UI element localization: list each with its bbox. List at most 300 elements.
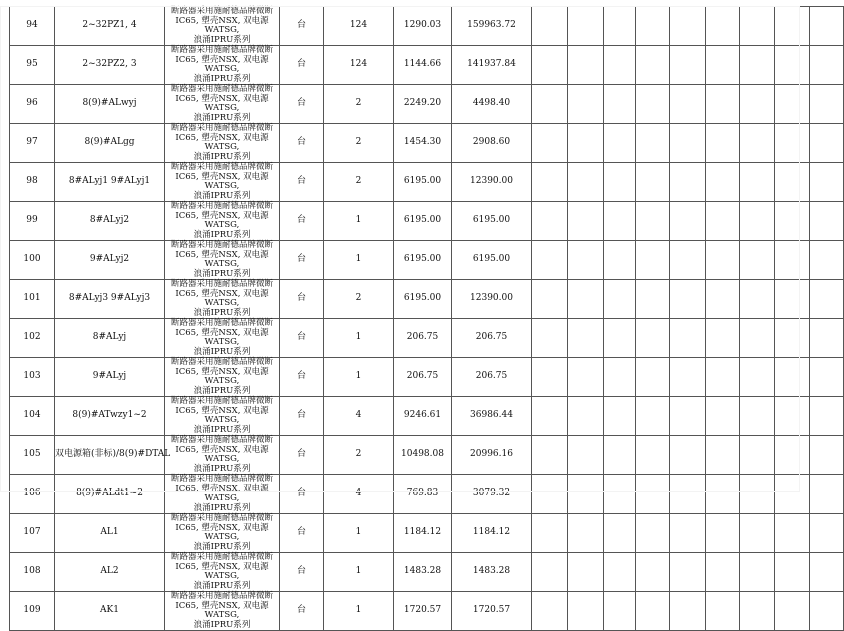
unit-price-cell: 206.75 bbox=[394, 358, 452, 397]
unit-price-cell: 1454.30 bbox=[394, 124, 452, 163]
description-line: 浪涌IPRU系列 bbox=[193, 151, 251, 162]
description-line: IC65, 塑壳NSX, 双电源WATSG, bbox=[175, 405, 269, 425]
unit-price-cell: 6195.00 bbox=[394, 280, 452, 319]
row-number-cell: 103 bbox=[10, 358, 55, 397]
description-line: 浪涌IPRU系列 bbox=[193, 307, 251, 318]
unit-cell: 台 bbox=[280, 124, 324, 163]
item-name-cell: 8#ALyj2 bbox=[55, 202, 165, 241]
description-line: 断路器采用施耐德品牌微断 bbox=[170, 240, 273, 250]
empty-cell bbox=[740, 397, 775, 436]
unit-cell: 台 bbox=[280, 514, 324, 553]
empty-cell bbox=[670, 475, 706, 514]
empty-cell bbox=[604, 46, 636, 85]
empty-cell bbox=[740, 358, 775, 397]
item-description-cell bbox=[165, 436, 280, 475]
empty-cell bbox=[775, 46, 810, 85]
empty-cell bbox=[532, 163, 568, 202]
empty-cell bbox=[706, 397, 740, 436]
empty-cell bbox=[568, 241, 604, 280]
row-number-cell: 104 bbox=[10, 397, 55, 436]
description-line: 断路器采用施耐德品牌微断 bbox=[170, 318, 273, 328]
empty-cell bbox=[532, 202, 568, 241]
empty-cell bbox=[810, 475, 844, 514]
unit-price-cell: 1483.28 bbox=[394, 553, 452, 592]
empty-cell bbox=[740, 514, 775, 553]
empty-cell bbox=[740, 85, 775, 124]
quantity-cell: 2 bbox=[324, 163, 394, 202]
unit-cell: 台 bbox=[280, 7, 324, 46]
item-description-cell bbox=[165, 397, 280, 436]
empty-cell bbox=[568, 280, 604, 319]
empty-cell bbox=[740, 475, 775, 514]
quantity-cell: 1 bbox=[324, 202, 394, 241]
empty-cell bbox=[740, 163, 775, 202]
quantity-cell: 4 bbox=[324, 475, 394, 514]
empty-cell bbox=[775, 475, 810, 514]
description-line: IC65, 塑壳NSX, 双电源WATSG, bbox=[175, 15, 269, 35]
description-line: IC65, 塑壳NSX, 双电源WATSG, bbox=[175, 522, 269, 542]
unit-cell: 台 bbox=[280, 592, 324, 631]
description-line: IC65, 塑壳NSX, 双电源WATSG, bbox=[175, 288, 269, 308]
description-line: 断路器采用施耐德品牌微断 bbox=[170, 591, 273, 601]
empty-cell bbox=[568, 397, 604, 436]
empty-cell bbox=[636, 163, 670, 202]
item-description-cell bbox=[165, 241, 280, 280]
empty-cell bbox=[775, 592, 810, 631]
description-line: 断路器采用施耐德品牌微断 bbox=[170, 84, 273, 94]
description-line: 浪涌IPRU系列 bbox=[193, 229, 251, 240]
empty-cell bbox=[706, 7, 740, 46]
description-line: 浪涌IPRU系列 bbox=[193, 463, 251, 474]
description-line: 浪涌IPRU系列 bbox=[193, 34, 251, 45]
empty-cell bbox=[670, 202, 706, 241]
unit-price-cell: 10498.08 bbox=[394, 436, 452, 475]
empty-cell bbox=[706, 514, 740, 553]
empty-cell bbox=[568, 514, 604, 553]
empty-cell bbox=[568, 85, 604, 124]
item-name-cell: AL1 bbox=[55, 514, 165, 553]
empty-cell bbox=[670, 358, 706, 397]
unit-price-cell: 1720.57 bbox=[394, 592, 452, 631]
empty-cell bbox=[568, 358, 604, 397]
item-name-cell: AL2 bbox=[55, 553, 165, 592]
row-number-cell: 96 bbox=[10, 85, 55, 124]
empty-cell bbox=[706, 46, 740, 85]
empty-cell bbox=[810, 592, 844, 631]
total-price-cell: 12390.00 bbox=[452, 280, 532, 319]
empty-cell bbox=[670, 319, 706, 358]
unit-cell: 台 bbox=[280, 358, 324, 397]
empty-cell bbox=[568, 592, 604, 631]
empty-cell bbox=[775, 280, 810, 319]
item-description-cell bbox=[165, 7, 280, 46]
table-row bbox=[10, 436, 844, 475]
empty-cell bbox=[810, 7, 844, 46]
item-name-cell: 8(9)#ATwzy1~2 bbox=[55, 397, 165, 436]
quantity-cell: 124 bbox=[324, 7, 394, 46]
empty-cell bbox=[810, 397, 844, 436]
empty-cell bbox=[636, 514, 670, 553]
row-number-cell: 95 bbox=[10, 46, 55, 85]
item-description-cell bbox=[165, 319, 280, 358]
table-row bbox=[10, 7, 844, 46]
item-description-cell bbox=[165, 202, 280, 241]
item-name-cell: 8(9)#ALwyj bbox=[55, 85, 165, 124]
table-row bbox=[10, 124, 844, 163]
empty-cell bbox=[775, 553, 810, 592]
row-number-cell: 107 bbox=[10, 514, 55, 553]
unit-price-cell: 6195.00 bbox=[394, 202, 452, 241]
description-line: 浪涌IPRU系列 bbox=[193, 112, 251, 123]
description-line: IC65, 塑壳NSX, 双电源WATSG, bbox=[175, 561, 269, 581]
description-line: 浪涌IPRU系列 bbox=[193, 385, 251, 396]
empty-cell bbox=[636, 397, 670, 436]
empty-cell bbox=[810, 163, 844, 202]
empty-cell bbox=[636, 85, 670, 124]
unit-price-cell: 6195.00 bbox=[394, 241, 452, 280]
quantity-cell: 2 bbox=[324, 280, 394, 319]
empty-cell bbox=[670, 163, 706, 202]
description-line: 浪涌IPRU系列 bbox=[193, 268, 251, 279]
empty-cell bbox=[568, 124, 604, 163]
empty-cell bbox=[810, 85, 844, 124]
empty-cell bbox=[740, 202, 775, 241]
total-price-cell: 141937.84 bbox=[452, 46, 532, 85]
table-row bbox=[10, 202, 844, 241]
empty-cell bbox=[810, 46, 844, 85]
empty-cell bbox=[532, 553, 568, 592]
empty-cell bbox=[706, 280, 740, 319]
empty-cell bbox=[604, 475, 636, 514]
empty-cell bbox=[532, 7, 568, 46]
empty-cell bbox=[810, 124, 844, 163]
description-line: 断路器采用施耐德品牌微断 bbox=[170, 435, 273, 445]
row-number-cell: 100 bbox=[10, 241, 55, 280]
empty-cell bbox=[810, 241, 844, 280]
quantity-cell: 2 bbox=[324, 124, 394, 163]
table-row bbox=[10, 553, 844, 592]
empty-cell bbox=[810, 280, 844, 319]
table-row bbox=[10, 397, 844, 436]
row-number-cell: 94 bbox=[10, 7, 55, 46]
total-price-cell: 6195.00 bbox=[452, 241, 532, 280]
empty-cell bbox=[670, 124, 706, 163]
item-description-cell bbox=[165, 514, 280, 553]
empty-cell bbox=[568, 202, 604, 241]
unit-cell: 台 bbox=[280, 202, 324, 241]
empty-cell bbox=[706, 436, 740, 475]
total-price-cell: 1720.57 bbox=[452, 592, 532, 631]
empty-cell bbox=[636, 124, 670, 163]
table-row bbox=[10, 280, 844, 319]
quantity-cell: 4 bbox=[324, 397, 394, 436]
description-line: 断路器采用施耐德品牌微断 bbox=[170, 45, 273, 55]
total-price-cell: 1483.28 bbox=[452, 553, 532, 592]
item-name-cell: 9#ALyj2 bbox=[55, 241, 165, 280]
item-description-cell bbox=[165, 475, 280, 514]
table-row bbox=[10, 46, 844, 85]
item-description-cell bbox=[165, 553, 280, 592]
empty-cell bbox=[706, 553, 740, 592]
empty-cell bbox=[636, 46, 670, 85]
total-price-cell: 3079.32 bbox=[452, 475, 532, 514]
description-line: 断路器采用施耐德品牌微断 bbox=[170, 6, 273, 16]
empty-cell bbox=[604, 514, 636, 553]
empty-cell bbox=[604, 163, 636, 202]
empty-cell bbox=[670, 514, 706, 553]
table-row bbox=[10, 592, 844, 631]
item-description-cell bbox=[165, 280, 280, 319]
empty-cell bbox=[532, 46, 568, 85]
unit-cell: 台 bbox=[280, 397, 324, 436]
description-line: IC65, 塑壳NSX, 双电源WATSG, bbox=[175, 132, 269, 152]
description-line: IC65, 塑壳NSX, 双电源WATSG, bbox=[175, 171, 269, 191]
table-row bbox=[10, 358, 844, 397]
total-price-cell: 1184.12 bbox=[452, 514, 532, 553]
empty-cell bbox=[604, 397, 636, 436]
row-number-cell: 109 bbox=[10, 592, 55, 631]
empty-cell bbox=[775, 514, 810, 553]
description-line: 断路器采用施耐德品牌微断 bbox=[170, 513, 273, 523]
empty-cell bbox=[706, 202, 740, 241]
description-line: 浪涌IPRU系列 bbox=[193, 190, 251, 201]
empty-cell bbox=[604, 280, 636, 319]
quantity-cell: 2 bbox=[324, 436, 394, 475]
total-price-cell: 4498.40 bbox=[452, 85, 532, 124]
empty-cell bbox=[604, 319, 636, 358]
description-line: 断路器采用施耐德品牌微断 bbox=[170, 162, 273, 172]
empty-cell bbox=[740, 7, 775, 46]
total-price-cell: 206.75 bbox=[452, 319, 532, 358]
empty-cell bbox=[532, 358, 568, 397]
unit-cell: 台 bbox=[280, 241, 324, 280]
empty-cell bbox=[775, 241, 810, 280]
empty-cell bbox=[810, 358, 844, 397]
table-row bbox=[10, 475, 844, 514]
row-number-cell: 98 bbox=[10, 163, 55, 202]
description-line: 浪涌IPRU系列 bbox=[193, 424, 251, 435]
empty-cell bbox=[604, 241, 636, 280]
item-name-cell: AK1 bbox=[55, 592, 165, 631]
empty-cell bbox=[532, 319, 568, 358]
empty-cell bbox=[604, 202, 636, 241]
item-name-cell: 双电源箱(非标)/8(9)#DTAL bbox=[55, 436, 165, 475]
unit-price-cell: 9246.61 bbox=[394, 397, 452, 436]
empty-cell bbox=[740, 46, 775, 85]
empty-cell bbox=[740, 319, 775, 358]
empty-cell bbox=[670, 46, 706, 85]
total-price-cell: 12390.00 bbox=[452, 163, 532, 202]
empty-cell bbox=[568, 475, 604, 514]
empty-cell bbox=[670, 436, 706, 475]
empty-cell bbox=[604, 85, 636, 124]
total-price-cell: 20996.16 bbox=[452, 436, 532, 475]
quantity-cell: 1 bbox=[324, 514, 394, 553]
description-line: IC65, 塑壳NSX, 双电源WATSG, bbox=[175, 483, 269, 503]
item-description-cell bbox=[165, 85, 280, 124]
total-price-cell: 6195.00 bbox=[452, 202, 532, 241]
quantity-cell: 124 bbox=[324, 46, 394, 85]
empty-cell bbox=[532, 397, 568, 436]
description-line: 断路器采用施耐德品牌微断 bbox=[170, 396, 273, 406]
empty-cell bbox=[532, 280, 568, 319]
description-line: IC65, 塑壳NSX, 双电源WATSG, bbox=[175, 600, 269, 620]
item-name-cell: 8#ALyj1 9#ALyj1 bbox=[55, 163, 165, 202]
description-line: 浪涌IPRU系列 bbox=[193, 73, 251, 84]
empty-cell bbox=[670, 85, 706, 124]
empty-cell bbox=[706, 358, 740, 397]
empty-cell bbox=[706, 241, 740, 280]
row-number-cell: 101 bbox=[10, 280, 55, 319]
item-name-cell: 2~32PZ1, 4 bbox=[55, 7, 165, 46]
description-line: IC65, 塑壳NSX, 双电源WATSG, bbox=[175, 93, 269, 113]
empty-cell bbox=[568, 319, 604, 358]
empty-cell bbox=[810, 319, 844, 358]
empty-cell bbox=[532, 514, 568, 553]
description-line: 浪涌IPRU系列 bbox=[193, 580, 251, 591]
unit-cell: 台 bbox=[280, 85, 324, 124]
empty-cell bbox=[706, 85, 740, 124]
row-number-cell: 102 bbox=[10, 319, 55, 358]
table-row bbox=[10, 241, 844, 280]
row-number-cell: 97 bbox=[10, 124, 55, 163]
total-price-cell: 159963.72 bbox=[452, 7, 532, 46]
empty-cell bbox=[636, 592, 670, 631]
row-number-cell: 108 bbox=[10, 553, 55, 592]
empty-cell bbox=[706, 319, 740, 358]
empty-cell bbox=[636, 202, 670, 241]
empty-cell bbox=[636, 7, 670, 46]
table-row bbox=[10, 85, 844, 124]
empty-cell bbox=[670, 397, 706, 436]
empty-cell bbox=[706, 124, 740, 163]
empty-cell bbox=[775, 319, 810, 358]
empty-cell bbox=[810, 436, 844, 475]
empty-cell bbox=[636, 358, 670, 397]
description-line: IC65, 塑壳NSX, 双电源WATSG, bbox=[175, 444, 269, 464]
empty-cell bbox=[604, 358, 636, 397]
empty-cell bbox=[706, 475, 740, 514]
bill-of-quantities-table bbox=[9, 6, 844, 631]
empty-cell bbox=[775, 7, 810, 46]
unit-price-cell: 1144.66 bbox=[394, 46, 452, 85]
item-name-cell: 9#ALyj bbox=[55, 358, 165, 397]
row-number-cell: 99 bbox=[10, 202, 55, 241]
description-line: 浪涌IPRU系列 bbox=[193, 619, 251, 630]
item-name-cell: 2~32PZ2, 3 bbox=[55, 46, 165, 85]
unit-cell: 台 bbox=[280, 475, 324, 514]
empty-cell bbox=[740, 553, 775, 592]
empty-cell bbox=[810, 514, 844, 553]
description-line: 断路器采用施耐德品牌微断 bbox=[170, 201, 273, 211]
item-description-cell bbox=[165, 592, 280, 631]
description-line: 断路器采用施耐德品牌微断 bbox=[170, 357, 273, 367]
empty-cell bbox=[568, 46, 604, 85]
empty-cell bbox=[775, 358, 810, 397]
empty-cell bbox=[636, 553, 670, 592]
empty-cell bbox=[532, 124, 568, 163]
empty-cell bbox=[532, 85, 568, 124]
empty-cell bbox=[706, 163, 740, 202]
scanned-table-page bbox=[0, 6, 800, 630]
empty-cell bbox=[740, 592, 775, 631]
unit-cell: 台 bbox=[280, 553, 324, 592]
table-row bbox=[10, 514, 844, 553]
empty-cell bbox=[706, 592, 740, 631]
empty-cell bbox=[670, 553, 706, 592]
empty-cell bbox=[740, 124, 775, 163]
quantity-cell: 1 bbox=[324, 241, 394, 280]
empty-cell bbox=[670, 592, 706, 631]
empty-cell bbox=[636, 319, 670, 358]
unit-cell: 台 bbox=[280, 436, 324, 475]
empty-cell bbox=[568, 163, 604, 202]
empty-cell bbox=[604, 436, 636, 475]
empty-cell bbox=[775, 202, 810, 241]
description-line: 浪涌IPRU系列 bbox=[193, 502, 251, 513]
description-line: 断路器采用施耐德品牌微断 bbox=[170, 123, 273, 133]
description-line: IC65, 塑壳NSX, 双电源WATSG, bbox=[175, 210, 269, 230]
unit-price-cell: 206.75 bbox=[394, 319, 452, 358]
unit-price-cell: 2249.20 bbox=[394, 85, 452, 124]
quantity-cell: 1 bbox=[324, 319, 394, 358]
table-body bbox=[10, 7, 844, 631]
description-line: IC65, 塑壳NSX, 双电源WATSG, bbox=[175, 54, 269, 74]
description-line: 浪涌IPRU系列 bbox=[193, 346, 251, 357]
table-row bbox=[10, 163, 844, 202]
empty-cell bbox=[670, 280, 706, 319]
description-line: 断路器采用施耐德品牌微断 bbox=[170, 279, 273, 289]
empty-cell bbox=[568, 7, 604, 46]
description-line: IC65, 塑壳NSX, 双电源WATSG, bbox=[175, 327, 269, 347]
empty-cell bbox=[740, 436, 775, 475]
quantity-cell: 1 bbox=[324, 358, 394, 397]
empty-cell bbox=[604, 124, 636, 163]
item-name-cell: 8#ALyj3 9#ALyj3 bbox=[55, 280, 165, 319]
total-price-cell: 206.75 bbox=[452, 358, 532, 397]
unit-cell: 台 bbox=[280, 280, 324, 319]
empty-cell bbox=[636, 436, 670, 475]
empty-cell bbox=[670, 241, 706, 280]
empty-cell bbox=[810, 202, 844, 241]
unit-price-cell: 6195.00 bbox=[394, 163, 452, 202]
empty-cell bbox=[532, 436, 568, 475]
quantity-cell: 1 bbox=[324, 553, 394, 592]
empty-cell bbox=[636, 475, 670, 514]
item-description-cell bbox=[165, 46, 280, 85]
item-name-cell: 8(9)#ALdt1~2 bbox=[55, 475, 165, 514]
empty-cell bbox=[775, 163, 810, 202]
row-number-cell: 106 bbox=[10, 475, 55, 514]
unit-price-cell: 1184.12 bbox=[394, 514, 452, 553]
empty-cell bbox=[775, 397, 810, 436]
table-row bbox=[10, 319, 844, 358]
empty-cell bbox=[604, 553, 636, 592]
empty-cell bbox=[775, 124, 810, 163]
empty-cell bbox=[775, 436, 810, 475]
unit-cell: 台 bbox=[280, 163, 324, 202]
empty-cell bbox=[604, 592, 636, 631]
description-line: 断路器采用施耐德品牌微断 bbox=[170, 474, 273, 484]
description-line: IC65, 塑壳NSX, 双电源WATSG, bbox=[175, 249, 269, 269]
description-line: IC65, 塑壳NSX, 双电源WATSG, bbox=[175, 366, 269, 386]
empty-cell bbox=[532, 241, 568, 280]
item-name-cell: 8#ALyj bbox=[55, 319, 165, 358]
empty-cell bbox=[532, 475, 568, 514]
total-price-cell: 36986.44 bbox=[452, 397, 532, 436]
empty-cell bbox=[670, 7, 706, 46]
empty-cell bbox=[568, 553, 604, 592]
